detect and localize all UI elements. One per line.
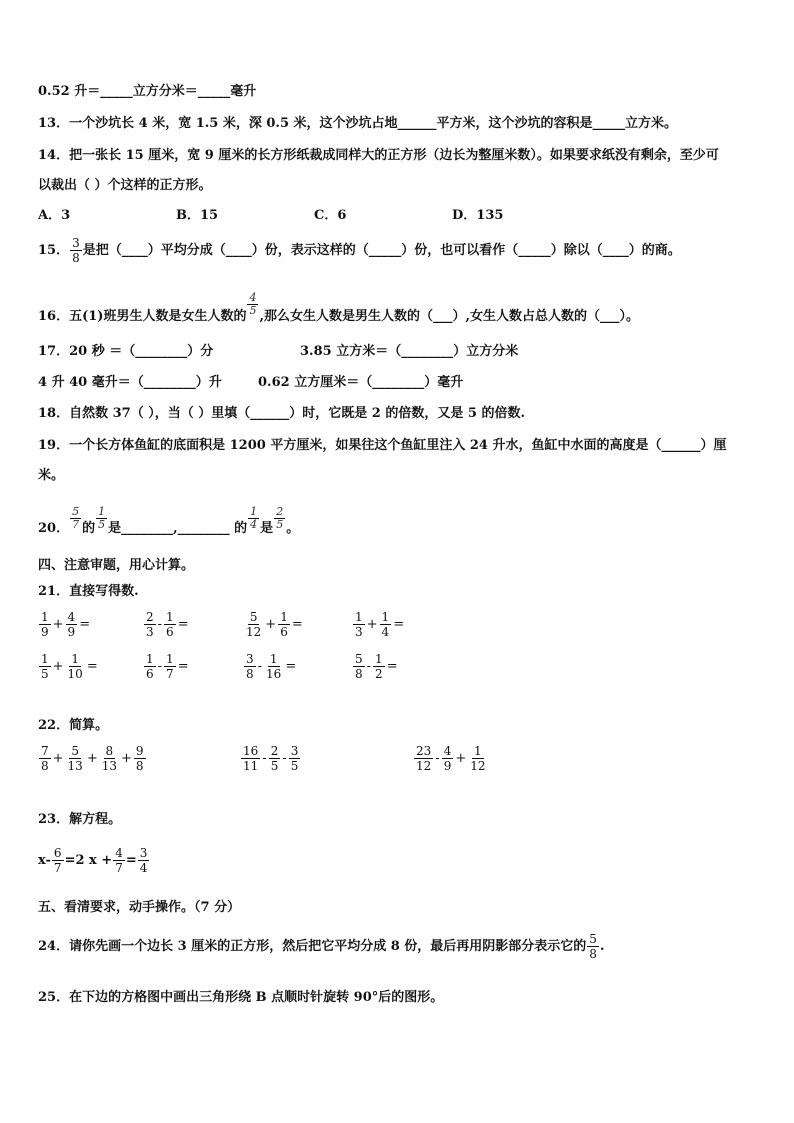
- equals-sign: =: [393, 617, 405, 632]
- fraction: $\frac{3}{5}$: [290, 744, 299, 773]
- section-4-heading: 四、注意审题，用心计算。: [38, 558, 195, 573]
- operator: +: [52, 659, 64, 674]
- fraction: $\frac{1}{9}$: [41, 610, 49, 639]
- fraction: $\frac{4}{9}$: [443, 744, 452, 773]
- fraction: $\frac{2}{3}$: [146, 610, 154, 639]
- question-21: 21．直接写得数.: [38, 584, 139, 599]
- q20-fraction-b: $\frac{1}{5}$: [98, 505, 106, 531]
- q21-item: [143, 652, 190, 681]
- q23-equation: [38, 846, 150, 875]
- operator: +: [121, 751, 132, 766]
- q21-item: [243, 610, 304, 639]
- fraction: $\frac{1}{5}$: [41, 652, 49, 681]
- q14-option-c: C．6: [314, 208, 347, 223]
- equals-sign: =: [177, 617, 189, 632]
- equals-sign: =: [285, 659, 297, 674]
- operator: -: [282, 751, 287, 766]
- q20-fraction-a: $\frac{5}{7}$: [72, 505, 80, 531]
- q21-item: [143, 610, 190, 639]
- question-23: 23．解方程。: [38, 812, 122, 827]
- operator: -: [257, 659, 263, 674]
- q24-fraction: $\frac{5}{8}$: [589, 932, 597, 961]
- q22-expression: [240, 744, 301, 773]
- fraction: $\frac{8}{13}$: [101, 744, 118, 773]
- q20-of-1: 的: [82, 521, 96, 536]
- q23-equals: =: [125, 853, 137, 868]
- question-17b: 3.85 立方米＝（________）立方分米: [300, 344, 519, 359]
- section-5-heading: 五、看清要求，动手操作。（7 分）: [38, 900, 241, 915]
- fraction: $\frac{1}{3}$: [355, 610, 363, 639]
- q15-text: 是把（____）平均分成（____）份，表示这样的（_____）份，也可以看作（_____）除以（____）的商。: [82, 242, 681, 258]
- q23-mid: =2 x +: [64, 853, 113, 868]
- fraction: $\frac{1}{6}$: [280, 610, 288, 639]
- operator: -: [366, 659, 372, 674]
- q14-option-d: D．135: [452, 208, 504, 223]
- q21-item: [352, 610, 405, 639]
- fraction: $\frac{4}{9}$: [67, 610, 76, 639]
- operator: -: [157, 659, 163, 674]
- q21-item: [38, 610, 91, 639]
- operator: +: [366, 617, 378, 632]
- fraction: $\frac{2}{5}$: [270, 744, 279, 773]
- operator: +: [86, 751, 98, 766]
- fraction: $\frac{9}{8}$: [135, 744, 144, 773]
- q20-end: 。: [286, 521, 300, 536]
- question-16: [38, 291, 640, 325]
- equals-sign: =: [177, 659, 189, 674]
- q20-is: 是: [260, 521, 274, 536]
- question-14-line1: 14．把一张长 15 厘米，宽 9 厘米的长方形纸裁成同样大的正方形（边长为整厘米数）。如果要求纸没有剩余，至少可: [38, 148, 719, 163]
- question-18: 18．自然数 37（ ），当（ ）里填（______）时，它既是 2 的倍数，又是 5 的倍数.: [38, 406, 525, 421]
- q20-text-mid: 是________,________ 的: [108, 521, 248, 536]
- question-17a: 17．20 秒 ＝（________）分: [38, 344, 214, 359]
- fraction: $\frac{1}{4}$: [381, 610, 390, 639]
- fraction: $\frac{7}{8}$: [41, 744, 49, 773]
- q15-fraction: $\frac{3}{8}$: [72, 236, 80, 265]
- question-25: 25．在下边的方格图中画出三角形绕 B 点顺时针旋转 90°后的图形。: [38, 990, 444, 1005]
- fraction: $\frac{1}{2}$: [375, 652, 383, 681]
- operator: -: [435, 751, 440, 766]
- q16-fraction: $\frac{4}{5}$: [249, 291, 257, 317]
- q14-option-a: A．3: [38, 208, 71, 223]
- q23-fraction-c: $\frac{3}{4}$: [139, 846, 148, 875]
- fraction: $\frac{1}{12}$: [470, 744, 486, 773]
- question-19-line1: 19．一个长方体鱼缸的底面积是 1200 平方厘米，如果往这个鱼缸里注入 24 升水，鱼缸中水面的高度是（______）厘: [38, 438, 727, 453]
- fraction: $\frac{5}{12}$: [246, 610, 262, 639]
- operator: -: [262, 751, 267, 766]
- equals-sign: =: [79, 617, 91, 632]
- fraction: $\frac{16}{11}$: [243, 744, 259, 773]
- operator: +: [455, 751, 467, 766]
- q23-fraction-b: $\frac{4}{7}$: [115, 846, 123, 875]
- q21-item: [352, 652, 399, 681]
- question-20: [38, 505, 300, 537]
- q22-expression: [38, 744, 147, 773]
- fraction: $\frac{1}{6}$: [146, 652, 154, 681]
- question-19-line2: 米。: [38, 468, 65, 483]
- fraction: $\frac{1}{7}$: [166, 652, 174, 681]
- fraction: $\frac{1}{16}$: [266, 652, 282, 681]
- q24-text: 24．请你先画一个边长 3 厘米的正方形，然后把它平均分成 8 份，最后再用阴影部分表示它的: [38, 938, 587, 954]
- q20-fraction-d: $\frac{2}{5}$: [276, 505, 284, 531]
- q20-number: 20．: [38, 521, 70, 536]
- question-17c: 4 升 40 毫升＝（________）升: [38, 375, 222, 390]
- equals-sign: =: [291, 617, 303, 632]
- q14-option-b: B．15: [176, 208, 219, 223]
- question-15: [38, 236, 681, 265]
- q21-item: [243, 652, 297, 681]
- fraction: $\frac{1}{6}$: [166, 610, 174, 639]
- q23-fraction-a: $\frac{6}{7}$: [53, 846, 62, 875]
- q24-end: .: [599, 938, 605, 954]
- fraction: $\frac{23}{12}$: [416, 744, 432, 773]
- q21-item: [38, 652, 99, 681]
- fraction: $\frac{5}{8}$: [355, 652, 363, 681]
- question-22: 22．简算。: [38, 718, 109, 733]
- question-24: [38, 932, 604, 961]
- q22-expression: [413, 744, 489, 773]
- question-14-line2: 以裁出（ ）个这样的正方形。: [38, 178, 212, 193]
- question-17d: 0.62 立方厘米＝（________）毫升: [258, 375, 464, 390]
- equals-sign: =: [386, 659, 398, 674]
- operator: -: [157, 617, 163, 632]
- q23-x: x-: [38, 853, 51, 868]
- q16-text-post: ,那么女生人数是男生人数的（___）,女生人数占总人数的（___）。: [259, 309, 640, 324]
- operator: +: [52, 751, 64, 766]
- q16-text-pre: 16．五(1)班男生人数是女生人数的: [38, 309, 247, 324]
- fraction: $\frac{1}{10}$: [67, 652, 83, 681]
- operator: +: [265, 617, 277, 632]
- line-volume-conversion: 0.52 升＝_____立方分米＝_____毫升: [38, 84, 257, 99]
- equals-sign: =: [86, 659, 98, 674]
- q20-fraction-c: $\frac{1}{4}$: [250, 505, 258, 531]
- operator: +: [52, 617, 64, 632]
- fraction: $\frac{5}{13}$: [67, 744, 83, 773]
- fraction: $\frac{3}{8}$: [246, 652, 254, 681]
- q15-number: 15．: [38, 242, 70, 258]
- question-13: 13．一个沙坑长 4 米，宽 1.5 米，深 0.5 米，这个沙坑占地______平方米，这个沙坑的容积是_____立方米。: [38, 116, 678, 131]
